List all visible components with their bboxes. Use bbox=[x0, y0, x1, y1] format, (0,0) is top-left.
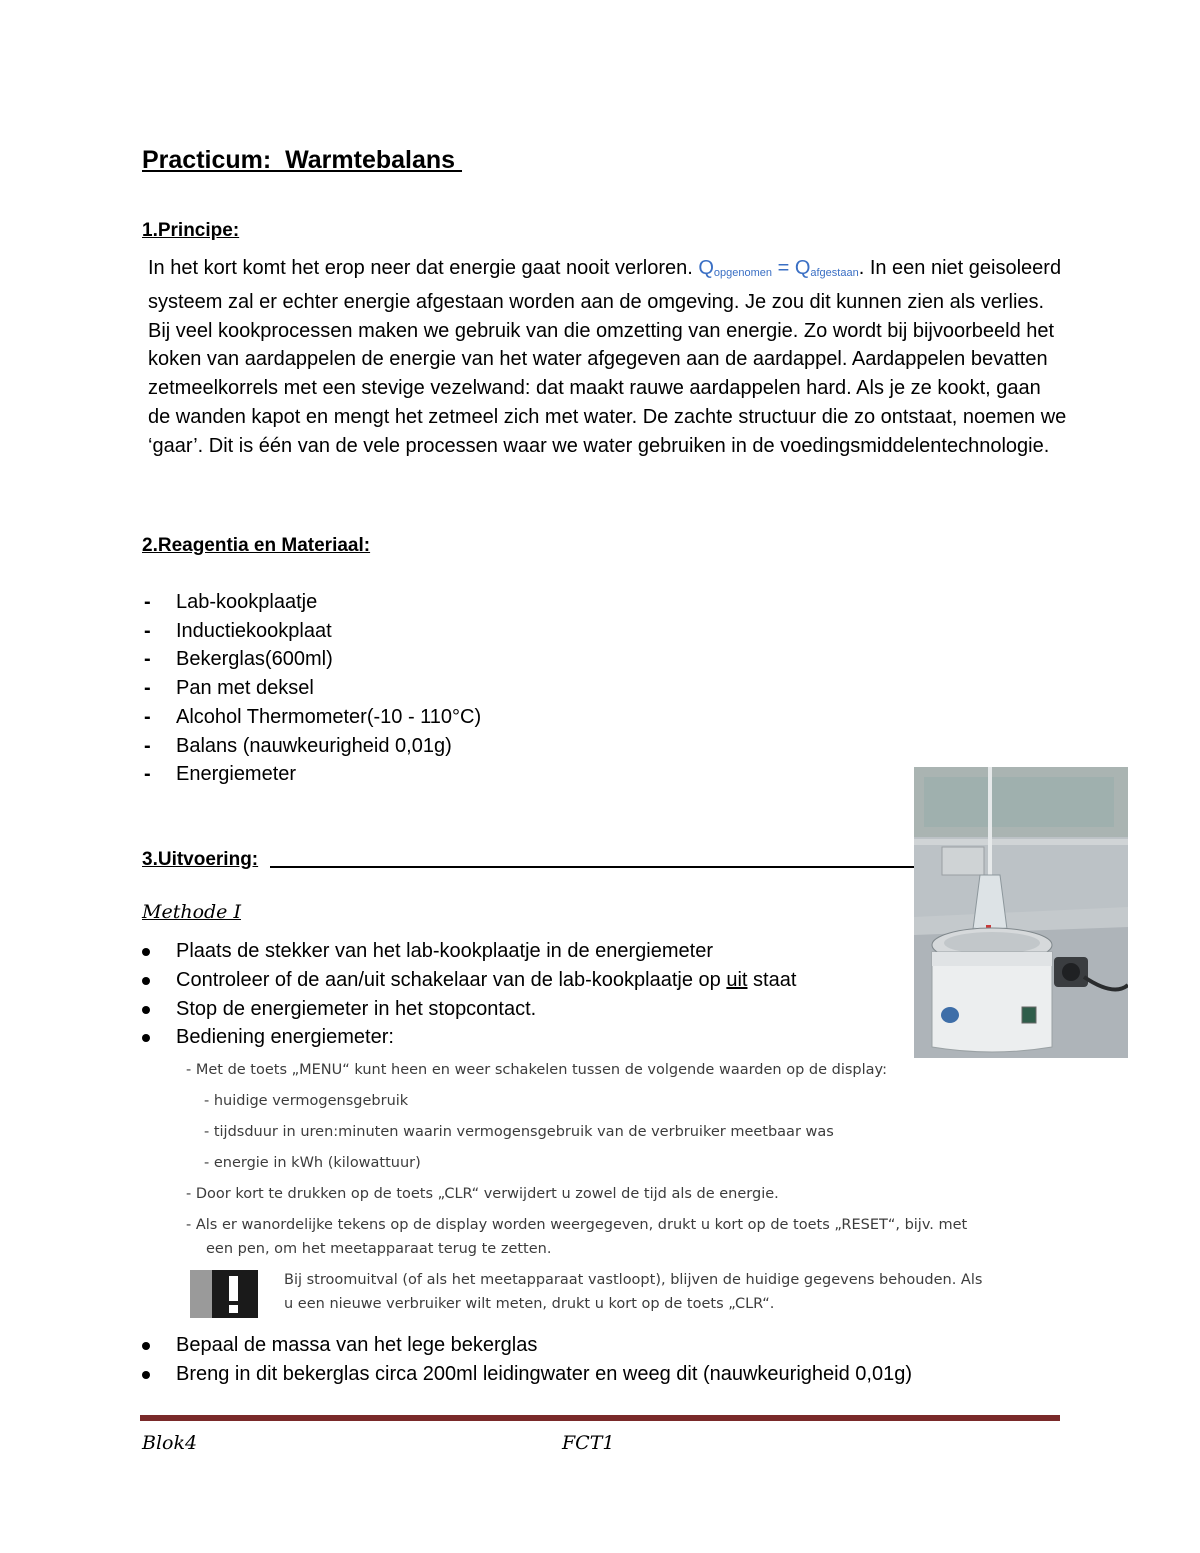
list-item: Plaats de stekker van het lab-kookplaatje in de energiemeter bbox=[142, 937, 796, 966]
q-subscript: afgestaan bbox=[810, 267, 859, 279]
principe-text-start: In het kort komt het erop neer dat energie gaat nooit verloren. bbox=[148, 257, 699, 279]
warning-icon bbox=[190, 1270, 258, 1318]
hotplate-photo bbox=[914, 767, 1128, 1058]
list-item: Bepaal de massa van het lege bekerglas bbox=[142, 1331, 912, 1360]
method-title: Methode I bbox=[142, 901, 241, 923]
q-symbol: Q bbox=[794, 257, 811, 279]
manual-subline: - huidige vermogensgebruik bbox=[204, 1093, 409, 1109]
footer-left: Blok4 bbox=[142, 1432, 198, 1454]
section-heading-materiaal: 2.Reagentia en Materiaal: bbox=[142, 535, 371, 556]
principe-paragraph bbox=[148, 254, 1068, 461]
list-item bbox=[142, 966, 796, 995]
list-item: - Balans (nauwkeurigheid 0,01g) bbox=[142, 732, 481, 761]
footer-rule bbox=[140, 1415, 1060, 1421]
list-item: - Alcohol Thermometer(-10 - 110°C) bbox=[142, 703, 481, 732]
principe-text-rest: . In een niet geisoleerd systeem zal er echter energie afgestaan worden aan de omgeving. Je zou dit kunnen zien als verlies. Bij veel kookprocessen maken we gebruik van die omzetting van energie. Zo wordt bij bijvoorbeeld het koken van aardappelen de energie van het water afgegeven aan de aardappel. Aardappelen bevatten zetmeelkorrels met een stevige vezelwand: dat maakt rauwe aardappelen hard. Als je ze kookt, gaan de wanden kapot en mengt het zetmeel zich met water. De zachte structuur die zo ontstaat, noemen we ‘gaar’. Dit is één van de vele processen waar we water gebruiken in de voedingsmiddelentechnologie. bbox=[148, 257, 1067, 457]
step-text: Controleer of de aan/uit schakelaar van de lab-kookplaatje op bbox=[176, 968, 727, 991]
manual-line: - Door kort te drukken op de toets „CLR“ verwijdert u zowel de tijd als de energie. bbox=[186, 1186, 779, 1202]
q-symbol: Q bbox=[698, 257, 714, 279]
list-item: - Bekerglas(600ml) bbox=[142, 645, 481, 674]
manual-line: - Met de toets „MENU“ kunt heen en weer schakelen tussen de volgende waarden op de display: bbox=[186, 1062, 887, 1078]
footer-center: FCT1 bbox=[562, 1432, 615, 1454]
manual-line: - Als er wanordelijke tekens op de display worden weergegeven, drukt u kort op de toets „RESET“, bijv. met bbox=[186, 1217, 968, 1233]
q-subscript: opgenomen bbox=[713, 267, 773, 279]
list-item: Breng in dit bekerglas circa 200ml leidingwater en weeg dit (nauwkeurigheid 0,01g) bbox=[142, 1360, 912, 1389]
materials-list bbox=[142, 588, 481, 789]
list-item: - Energiemeter bbox=[142, 760, 481, 789]
manual-subline: - tijdsduur in uren:minuten waarin vermogensgebruik van de verbruiker meetbaar was bbox=[204, 1124, 834, 1140]
page-title: Practicum: Warmtebalans bbox=[142, 146, 463, 174]
hotplate-illustration bbox=[914, 767, 1128, 1058]
list-item: Stop de energiemeter in het stopcontact. bbox=[142, 995, 796, 1024]
list-item: - Inductiekookplaat bbox=[142, 617, 481, 646]
underlined-word: uit bbox=[726, 968, 748, 991]
list-item: - Pan met deksel bbox=[142, 674, 481, 703]
steps-list bbox=[142, 937, 796, 1052]
section-heading-principe: 1.Principe: bbox=[142, 220, 240, 241]
manual-line: een pen, om het meetapparaat terug te zetten. bbox=[206, 1241, 552, 1257]
manual-subline: - energie in kWh (kilowattuur) bbox=[204, 1155, 421, 1171]
section-heading-uitvoering: 3.Uitvoering: bbox=[142, 849, 259, 870]
list-item: - Lab-kookplaatje bbox=[142, 588, 481, 617]
q-opgenomen bbox=[698, 257, 772, 279]
steps-list-continued bbox=[142, 1331, 912, 1389]
equals-sign: = bbox=[772, 257, 795, 279]
q-afgestaan bbox=[795, 257, 859, 279]
list-item: Bediening energiemeter: bbox=[142, 1023, 796, 1052]
manual-note: u een nieuwe verbruiker wilt meten, drukt u kort op de toets „CLR“. bbox=[284, 1296, 775, 1312]
step-text: staat bbox=[747, 968, 797, 991]
manual-note: Bij stroomuitval (of als het meetapparaat vastloopt), blijven de huidige gegevens behouden. Als bbox=[284, 1272, 983, 1288]
